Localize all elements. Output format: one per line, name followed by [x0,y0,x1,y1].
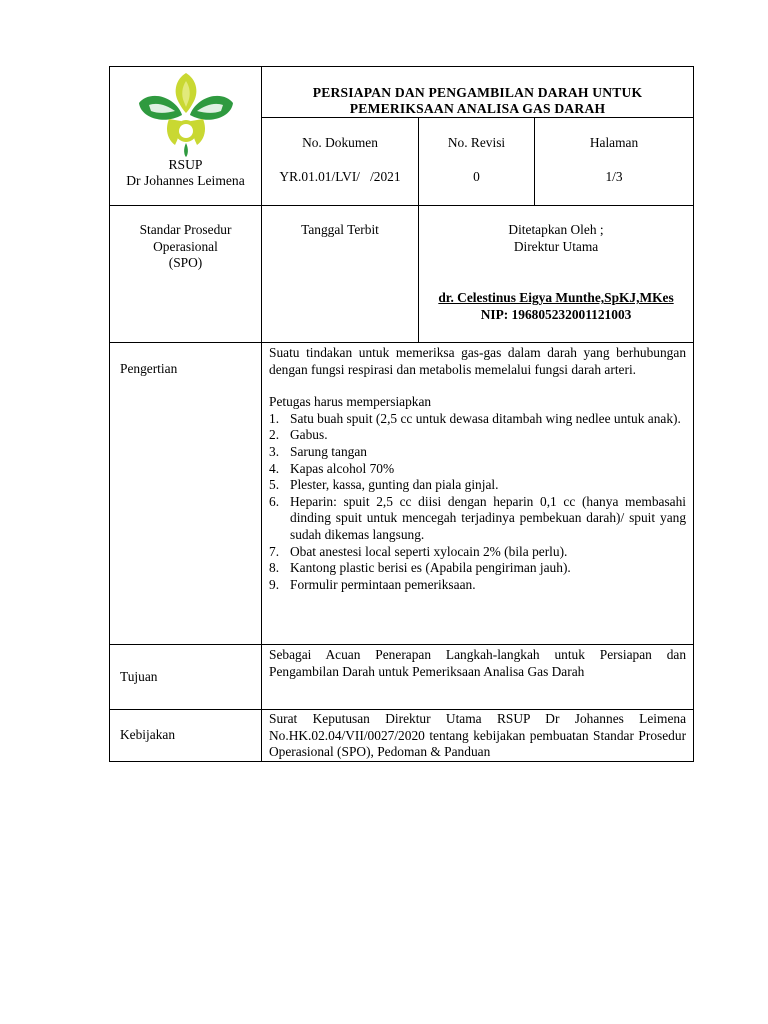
list-item [269,577,686,594]
no-dokumen-value: YR.01.01/LVI/ /2021 [279,168,401,184]
no-revisi-cell [419,118,535,206]
list-item [269,494,686,544]
halaman-label: Halaman [589,135,639,150]
tujuan-label: Tujuan [120,668,158,684]
list-item [269,544,686,561]
no-dokumen-cell [262,118,419,206]
hospital-name-line1: RSUP [168,157,203,172]
logo-cell [110,67,262,206]
no-revisi-value: 0 [473,168,480,184]
halaman-cell [535,118,694,206]
signatory-nip: NIP: 196805232001121003 [480,306,632,322]
list-item [269,477,686,494]
list-item [269,411,686,428]
hospital-name-line2: Dr Johannes Leimena [126,173,245,188]
list-item-text: Satu buah spuit (2,5 cc untuk dewasa ditambah wing nedlee untuk anak). [290,410,681,426]
tujuan-label-cell [110,645,262,710]
list-item-text: Formulir permintaan pemeriksaan. [290,576,476,592]
list-item-text: Heparin: spuit 2,5 cc diisi dengan heparin 0,1 cc (hanya membasahi dinding spuit untuk mencegah terjadinya pembekuan darah)/ spuit yang sudah dikemas langsung. [290,493,687,542]
list-item-number: 7. [269,543,280,559]
tanggal-terbit-cell [262,206,419,343]
list-item-number: 2. [269,427,280,443]
document-title [262,67,694,118]
document-title-line2: PEMERIKSAAN ANALISA GAS DARAH [349,101,606,116]
equipment-list [269,411,686,594]
hospital-logo-icon [131,69,241,157]
tanggal-terbit-label: Tanggal Terbit [301,222,379,237]
pengertian-paragraph: Suatu tindakan untuk memeriksa gas-gas dalam darah yang berhubungan dengan fungsi respirasi dan metabolis memelalui fungsi darah arteri. [269,345,687,377]
no-revisi-label: No. Revisi [447,135,506,150]
list-item-number: 5. [269,477,280,493]
sop-table [109,66,694,762]
list-item [269,444,686,461]
kebijakan-content-cell [262,710,694,762]
ditetapkan-cell [419,206,694,343]
tujuan-text: Sebagai Acuan Penerapan Langkah-langkah untuk Persiapan dan Pengambilan Darah untuk Pemeriksaan Analisa Gas Darah [269,647,687,679]
pengertian-intro: Petugas harus mempersiapkan [269,394,432,410]
spo-label-cell [110,206,262,343]
list-item-text: Obat anestesi local seperti xylocain 2% (bila perlu). [290,543,568,559]
spo-label-line3: (SPO) [168,255,203,271]
kebijakan-label-cell [110,710,262,762]
tujuan-content-cell [262,645,694,710]
list-item-number: 4. [269,460,280,476]
list-item-text: Plester, kassa, gunting dan piala ginjal. [290,477,499,493]
halaman-value: 1/3 [605,168,623,184]
signatory-name: dr. Celestinus Eigya Munthe,SpKJ,MKes [438,290,674,305]
kebijakan-text: Surat Keputusan Direktur Utama RSUP Dr Johannes Leimena No.HK.02.04/VII/0027/2020 tentang kebijakan pembuatan Standar Prosedur Operasional (SPO), Pedoman & Panduan [269,711,687,760]
pengertian-content-cell [262,343,694,645]
list-item-number: 9. [269,576,280,592]
list-item-text: Sarung tangan [290,443,367,459]
list-item [269,560,686,577]
spo-label-line2: Operasional [153,238,218,254]
pengertian-label: Pengertian [120,361,178,376]
document-title-line1: PERSIAPAN DAN PENGAMBILAN DARAH UNTUK [312,85,643,100]
ditetapkan-line1: Ditetapkan Oleh ; [508,222,604,237]
list-item [269,461,686,478]
list-item-text: Kantong plastic berisi es (Apabila pengiriman jauh). [290,560,571,576]
list-item-number: 3. [269,443,280,459]
list-item-text: Kapas alcohol 70% [290,460,395,476]
list-item [269,427,686,444]
pengertian-label-cell [110,343,262,645]
list-item-text: Gabus. [290,427,328,443]
list-item-number: 8. [269,560,280,576]
no-dokumen-label: No. Dokumen [302,135,378,150]
ditetapkan-line2: Direktur Utama [513,238,599,254]
spo-label-line1: Standar Prosedur [139,222,232,237]
list-item-number: 6. [269,493,280,509]
sop-document [109,66,693,762]
kebijakan-label: Kebijakan [120,727,176,743]
list-item-number: 1. [269,410,280,426]
